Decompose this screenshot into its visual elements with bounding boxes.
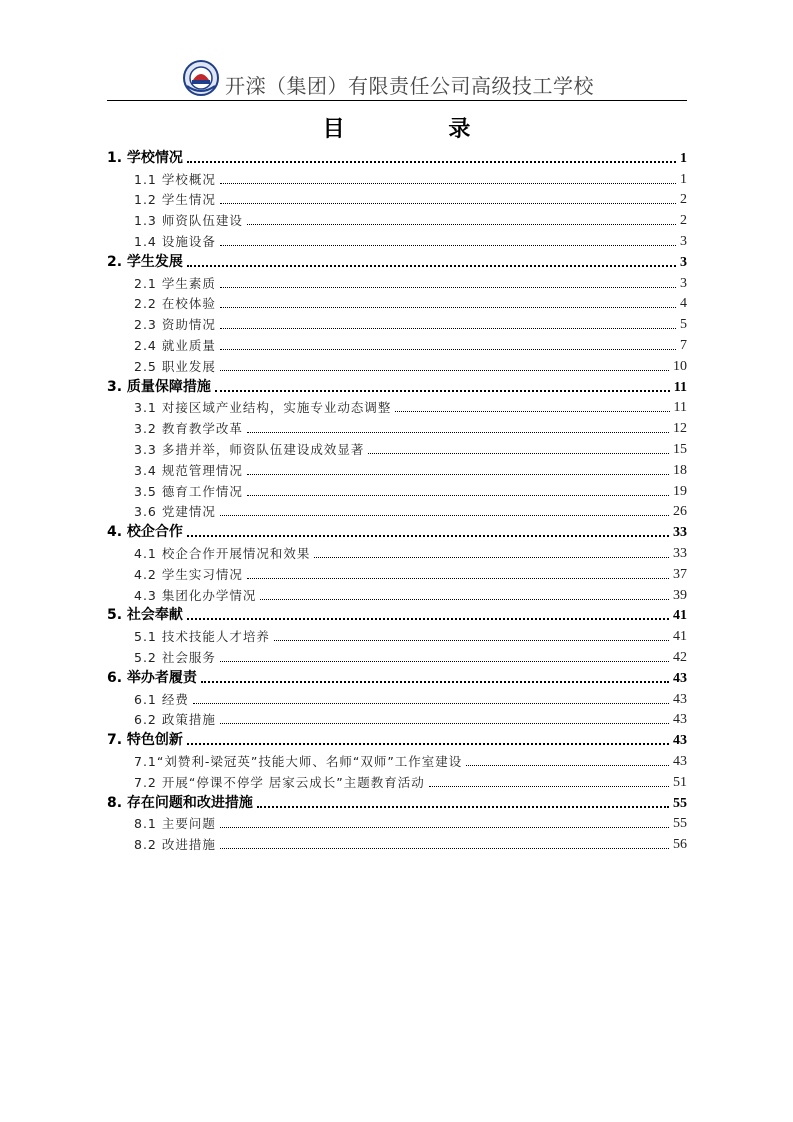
toc-subsection-entry[interactable] bbox=[107, 624, 687, 645]
toc-subsection-entry[interactable] bbox=[107, 583, 687, 604]
toc-subsection-entry[interactable] bbox=[107, 832, 687, 853]
toc-page-number: 11 bbox=[673, 400, 687, 416]
toc-page-number: 41 bbox=[673, 629, 687, 645]
toc-dot-leader bbox=[220, 287, 676, 288]
toc-entry-label: 7.2 开展“停课不停学 居家云成长”主题教育活动 bbox=[134, 774, 425, 790]
toc-subsection-entry[interactable] bbox=[107, 479, 687, 500]
toc-page-number: 37 bbox=[673, 566, 687, 582]
toc-entry-label: 1.2 学生情况 bbox=[134, 192, 216, 208]
toc-page-number: 43 bbox=[673, 691, 687, 707]
toc-dot-leader bbox=[247, 578, 669, 579]
toc-entry-label: 1.3 师资队伍建设 bbox=[134, 213, 243, 229]
toc-page-number: 43 bbox=[673, 753, 687, 769]
toc-page-number: 33 bbox=[673, 545, 687, 561]
toc-page-number: 43 bbox=[673, 733, 687, 749]
toc-entry-label: 1.4 设施设备 bbox=[134, 233, 216, 249]
toc-section-entry[interactable] bbox=[107, 520, 687, 541]
toc-subsection-entry[interactable] bbox=[107, 167, 687, 188]
toc-section-entry[interactable] bbox=[107, 728, 687, 749]
toc-page-number: 55 bbox=[673, 816, 687, 832]
toc-entry-label: 8. 存在问题和改进措施 bbox=[107, 794, 253, 811]
toc-dot-leader bbox=[274, 640, 669, 641]
toc-page-number: 41 bbox=[673, 608, 687, 624]
toc-entry-label: 3.5 德育工作情况 bbox=[134, 483, 243, 499]
toc-page-number: 4 bbox=[680, 296, 687, 312]
toc-subsection-entry[interactable] bbox=[107, 271, 687, 292]
toc-entry-label: 5. 社会奉献 bbox=[107, 607, 183, 624]
toc-subsection-entry[interactable] bbox=[107, 333, 687, 354]
toc-subsection-entry[interactable] bbox=[107, 188, 687, 209]
toc-dot-leader bbox=[220, 203, 676, 204]
toc-subsection-entry[interactable] bbox=[107, 396, 687, 417]
toc-dot-leader bbox=[215, 390, 670, 392]
toc-entry-label: 2.1 学生素质 bbox=[134, 275, 216, 291]
toc-page-number: 11 bbox=[673, 379, 687, 395]
toc-dot-leader bbox=[220, 723, 669, 724]
toc-entry-label: 4. 校企合作 bbox=[107, 524, 183, 541]
toc-entry-label: 5.2 社会服务 bbox=[134, 649, 216, 665]
toc-entry-label: 5.1 技术技能人才培养 bbox=[134, 629, 270, 645]
toc-dot-leader bbox=[187, 265, 676, 267]
toc-title: 目 录 bbox=[322, 117, 519, 142]
toc-entry-label: 6.2 政策措施 bbox=[134, 712, 216, 728]
toc-subsection-entry[interactable] bbox=[107, 208, 687, 229]
toc-entry-label: 2.3 资助情况 bbox=[134, 317, 216, 333]
toc-page-number: 3 bbox=[680, 275, 687, 291]
toc-dot-leader bbox=[220, 307, 676, 308]
toc-entry-label: 7.1“刘赞利-梁冠英”技能大师、名师“双师”工作室建设 bbox=[134, 753, 463, 769]
toc-dot-leader bbox=[220, 661, 669, 662]
toc-dot-leader bbox=[201, 681, 669, 683]
toc-subsection-entry[interactable] bbox=[107, 500, 687, 521]
toc-dot-leader bbox=[395, 411, 669, 412]
toc-dot-leader bbox=[193, 703, 669, 704]
toc-subsection-entry[interactable] bbox=[107, 562, 687, 583]
toc-page-number: 2 bbox=[680, 192, 687, 208]
toc-page-number: 1 bbox=[680, 171, 687, 187]
toc-entry-label: 1. 学校情况 bbox=[107, 149, 183, 166]
toc-dot-leader bbox=[368, 453, 669, 454]
toc-page-number: 55 bbox=[673, 795, 687, 811]
toc-subsection-entry[interactable] bbox=[107, 354, 687, 375]
toc-dot-leader bbox=[247, 432, 669, 433]
toc-subsection-entry[interactable] bbox=[107, 749, 687, 770]
toc-entry-label: 3.6 党建情况 bbox=[134, 504, 216, 520]
toc-entry-label: 2.2 在校体验 bbox=[134, 296, 216, 312]
toc-page-number: 10 bbox=[673, 358, 687, 374]
toc-entry-label: 2.5 职业发展 bbox=[134, 358, 216, 374]
toc-dot-leader bbox=[247, 224, 676, 225]
toc-entry-label: 2.4 就业质量 bbox=[134, 337, 216, 353]
toc-dot-leader bbox=[220, 827, 669, 828]
toc-entry-label: 3. 质量保障措施 bbox=[107, 378, 211, 395]
toc-section-entry[interactable] bbox=[107, 604, 687, 625]
toc-dot-leader bbox=[220, 370, 669, 371]
toc-page-number: 3 bbox=[680, 254, 687, 270]
toc-dot-leader bbox=[187, 535, 669, 537]
header-title: 开滦（集团）有限责任公司高级技工学校 bbox=[225, 74, 594, 98]
toc-dot-leader bbox=[429, 786, 669, 787]
toc-section-entry[interactable] bbox=[107, 666, 687, 687]
toc-page-number: 26 bbox=[673, 504, 687, 520]
toc-dot-leader bbox=[257, 806, 669, 808]
toc-page-number: 12 bbox=[673, 421, 687, 437]
toc-page-number: 42 bbox=[673, 649, 687, 665]
toc-subsection-entry[interactable] bbox=[107, 229, 687, 250]
toc-entry-label: 6. 举办者履责 bbox=[107, 669, 197, 686]
school-emblem-icon bbox=[183, 60, 219, 96]
toc-page-number: 19 bbox=[673, 483, 687, 499]
toc-subsection-entry[interactable] bbox=[107, 708, 687, 729]
toc-entry-label: 8.1 主要问题 bbox=[134, 816, 216, 832]
toc-section-entry[interactable] bbox=[107, 375, 687, 396]
toc-page-number: 43 bbox=[673, 670, 687, 686]
toc-entry-label: 2. 学生发展 bbox=[107, 253, 183, 270]
toc-entry-label: 3.3 多措并举，师资队伍建设成效显著 bbox=[134, 441, 365, 457]
toc-subsection-entry[interactable] bbox=[107, 645, 687, 666]
toc-subsection-entry[interactable] bbox=[107, 458, 687, 479]
toc-dot-leader bbox=[220, 245, 676, 246]
toc-dot-leader bbox=[220, 848, 669, 849]
toc-page-number: 51 bbox=[673, 774, 687, 790]
toc-entry-label: 3.4 规范管理情况 bbox=[134, 462, 243, 478]
toc-page-number: 15 bbox=[673, 441, 687, 457]
toc-subsection-entry[interactable] bbox=[107, 292, 687, 313]
toc-page-number: 5 bbox=[680, 317, 687, 333]
toc-dot-leader bbox=[247, 495, 669, 496]
toc-subsection-entry[interactable] bbox=[107, 541, 687, 562]
table-of-contents bbox=[107, 146, 687, 853]
toc-page-number: 39 bbox=[673, 587, 687, 603]
toc-subsection-entry[interactable] bbox=[107, 687, 687, 708]
toc-page-number: 1 bbox=[680, 150, 687, 166]
toc-subsection-entry[interactable] bbox=[107, 812, 687, 833]
toc-subsection-entry[interactable] bbox=[107, 416, 687, 437]
toc-dot-leader bbox=[220, 349, 676, 350]
toc-dot-leader bbox=[260, 599, 669, 600]
toc-page-number: 18 bbox=[673, 462, 687, 478]
toc-dot-leader bbox=[314, 557, 669, 558]
toc-entry-label: 6.1 经费 bbox=[134, 691, 189, 707]
toc-entry-label: 4.1 校企合作开展情况和效果 bbox=[134, 545, 311, 561]
toc-section-entry[interactable] bbox=[107, 250, 687, 271]
toc-dot-leader bbox=[247, 474, 669, 475]
toc-page-number: 56 bbox=[673, 837, 687, 853]
toc-entry-label: 1.1 学校概况 bbox=[134, 171, 216, 187]
toc-section-entry[interactable] bbox=[107, 146, 687, 167]
toc-dot-leader bbox=[187, 161, 676, 163]
toc-dot-leader bbox=[220, 328, 676, 329]
toc-entry-label: 4.3 集团化办学情况 bbox=[134, 587, 257, 603]
toc-dot-leader bbox=[187, 618, 669, 620]
toc-entry-label: 3.1 对接区域产业结构，实施专业动态调整 bbox=[134, 400, 392, 416]
toc-entry-label: 8.2 改进措施 bbox=[134, 837, 216, 853]
toc-page-number: 3 bbox=[680, 233, 687, 249]
toc-page-number: 33 bbox=[673, 525, 687, 541]
toc-dot-leader bbox=[187, 743, 669, 745]
toc-subsection-entry[interactable] bbox=[107, 312, 687, 333]
toc-dot-leader bbox=[466, 765, 669, 766]
toc-page-number: 2 bbox=[680, 213, 687, 229]
page-header bbox=[107, 58, 687, 101]
toc-section-entry[interactable] bbox=[107, 791, 687, 812]
toc-entry-label: 4.2 学生实习情况 bbox=[134, 566, 243, 582]
toc-dot-leader bbox=[220, 183, 676, 184]
toc-subsection-entry[interactable] bbox=[107, 437, 687, 458]
toc-subsection-entry[interactable] bbox=[107, 770, 687, 791]
toc-entry-label: 7. 特色创新 bbox=[107, 732, 183, 749]
toc-entry-label: 3.2 教育教学改革 bbox=[134, 421, 243, 437]
toc-page-number: 43 bbox=[673, 712, 687, 728]
toc-page-number: 7 bbox=[680, 337, 687, 353]
toc-dot-leader bbox=[220, 515, 669, 516]
